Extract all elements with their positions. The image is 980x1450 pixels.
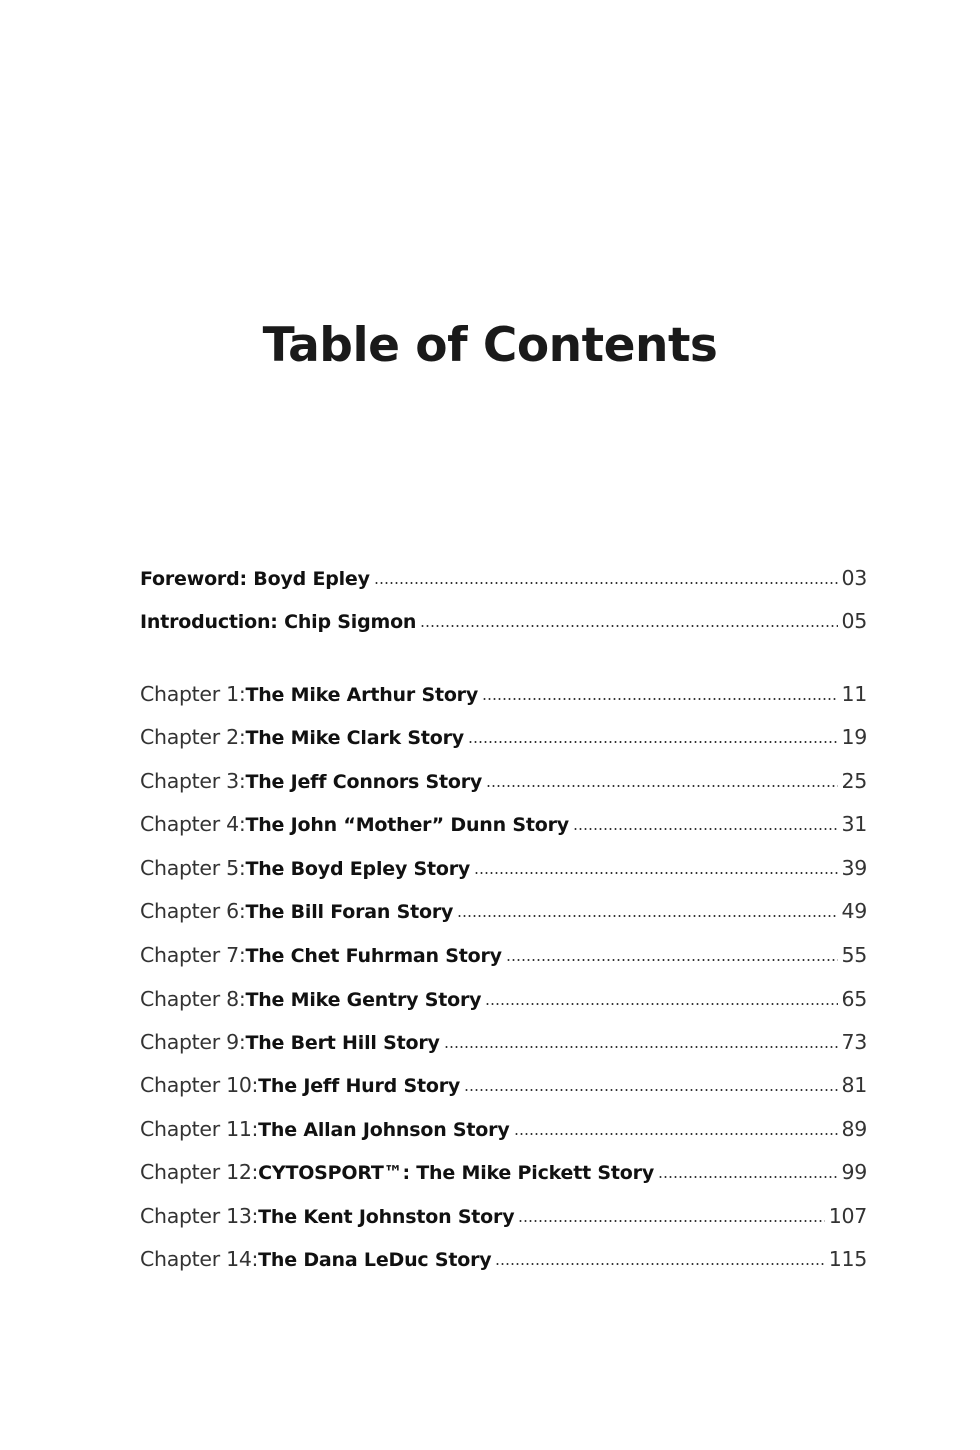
chapter-prefix: Chapter 5: [140,856,246,880]
toc-page-number: 65 [841,987,867,1011]
dot-leader [420,625,837,627]
toc-page-number: 05 [841,609,867,633]
toc-page-number: 81 [841,1073,867,1097]
chapter-prefix: Chapter 11: [140,1117,259,1141]
dot-leader [514,1133,838,1135]
chapter-prefix: Chapter 9: [140,1030,246,1054]
toc-page-number: 49 [841,899,867,923]
toc-entry-chapter-3[interactable] [140,766,867,796]
dot-leader [518,1220,824,1222]
toc-entry-chapter-13[interactable] [140,1201,867,1231]
dot-leader [495,1263,824,1265]
toc-page-number: 11 [841,682,867,706]
chapter-title: The Boyd Epley Story [245,858,471,880]
toc-page-number: 115 [828,1247,867,1271]
chapter-title: The Chet Fuhrman Story [245,945,502,967]
chapter-prefix: Chapter 8: [140,987,246,1011]
chapter-title: The Bill Foran Story [245,901,454,923]
dot-leader [464,1089,837,1091]
toc-entry-chapter-12[interactable] [140,1157,867,1187]
chapter-title: The Jeff Hurd Story [258,1075,461,1097]
dot-leader [374,582,838,584]
toc-page-number: 19 [841,725,867,749]
chapter-title: The Mike Arthur Story [245,684,479,706]
toc-entry-introduction[interactable] [140,606,867,636]
chapter-title: CYTOSPORT™: The Mike Pickett Story [258,1162,654,1184]
chapter-prefix: Chapter 6: [140,899,246,923]
toc-entry-chapter-4[interactable] [140,809,867,839]
dot-leader [444,1046,838,1048]
chapter-title: The Dana LeDuc Story [258,1249,492,1271]
toc-entry-chapter-7[interactable] [140,940,867,970]
chapter-title: The John “Mother” Dunn Story [245,814,569,836]
dot-leader [474,872,837,874]
toc-entry-foreword[interactable] [140,563,867,593]
dot-leader [468,741,838,743]
toc-page-number: 99 [841,1160,867,1184]
toc-page-number: 39 [841,856,867,880]
chapter-prefix: Chapter 7: [140,943,246,967]
chapter-prefix: Chapter 13: [140,1204,259,1228]
toc-entry-label: Foreword: Boyd Epley [140,568,370,590]
toc-page-number: 73 [841,1030,867,1054]
toc-entry-chapter-8[interactable] [140,984,867,1014]
toc-page-number: 31 [841,812,867,836]
dot-leader [486,785,837,787]
chapter-prefix: Chapter 4: [140,812,246,836]
dot-leader [658,1176,838,1178]
chapter-title: The Allan Johnson Story [258,1119,510,1141]
toc-entry-chapter-6[interactable] [140,896,867,926]
dot-leader [506,959,838,961]
dot-leader [573,828,838,830]
chapter-prefix: Chapter 1: [140,682,246,706]
toc-page-number: 55 [841,943,867,967]
toc-entry-chapter-14[interactable] [140,1244,867,1274]
toc-page-number: 25 [841,769,867,793]
chapter-title: The Bert Hill Story [245,1032,440,1054]
chapter-prefix: Chapter 2: [140,725,246,749]
chapter-title: The Jeff Connors Story [245,771,483,793]
toc-entry-chapter-9[interactable] [140,1027,867,1057]
toc-page-number: 03 [841,566,867,590]
dot-leader [485,1003,837,1005]
toc-page-number: 107 [828,1204,867,1228]
toc-entry-chapter-1[interactable] [140,679,867,709]
chapter-title: The Mike Clark Story [245,727,464,749]
chapter-prefix: Chapter 10: [140,1073,259,1097]
toc-page-number: 89 [841,1117,867,1141]
toc-entry-chapter-2[interactable] [140,722,867,752]
page-title: Table of Contents [262,318,718,373]
chapter-prefix: Chapter 3: [140,769,246,793]
chapter-title: The Kent Johnston Story [258,1206,515,1228]
toc-entry-label: Introduction: Chip Sigmon [140,611,417,633]
chapter-title: The Mike Gentry Story [245,989,482,1011]
chapter-prefix: Chapter 14: [140,1247,259,1271]
dot-leader [457,915,837,917]
toc-entry-chapter-11[interactable] [140,1114,867,1144]
chapter-prefix: Chapter 12: [140,1160,259,1184]
dot-leader [482,698,837,700]
toc-entry-chapter-5[interactable] [140,853,867,883]
toc-entry-chapter-10[interactable] [140,1070,867,1100]
